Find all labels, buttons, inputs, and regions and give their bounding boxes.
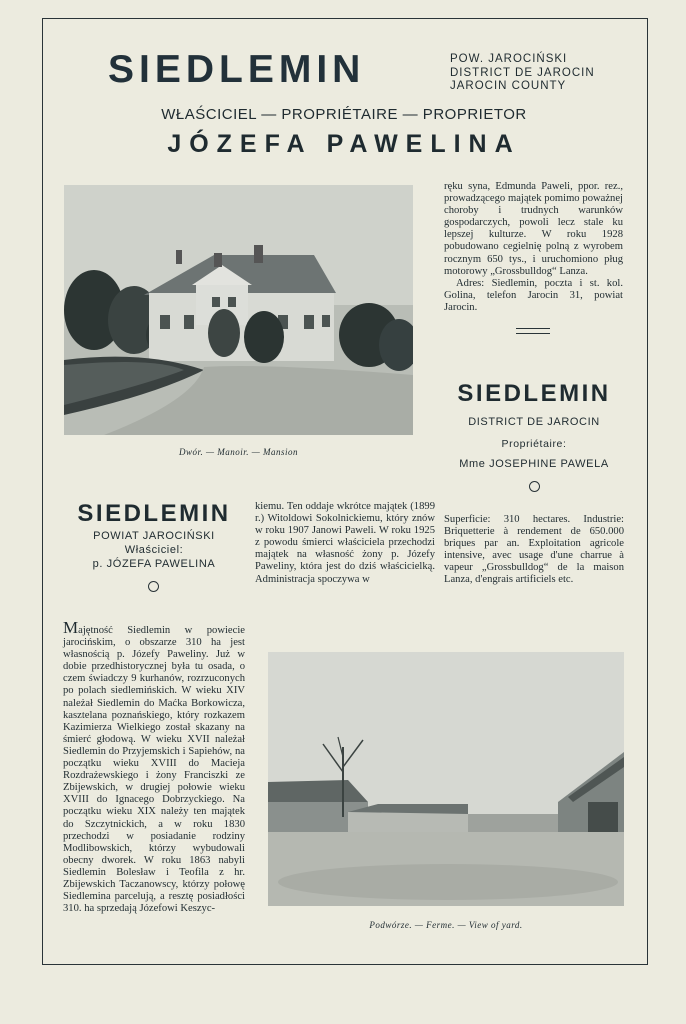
middle-column-text: kiemu. Ten oddaje wkrótce majątek (1899 r.) Witoldowi Sokolnickiemu, który znów w roku 1907 Janowi Paweli. W roku 1925 z powodu śmierci właściciela przechodzi majątek na własność żony p. Józefy Paweliny, która jest do dziś właścicielką. Administracja spoczywa w: [255, 501, 435, 585]
county-line-en: JAROCIN COUNTY: [450, 80, 567, 92]
drop-cap: M: [63, 618, 79, 637]
yard-photo: [268, 652, 624, 906]
ornament-circle: [529, 481, 540, 492]
mansion-photo: [64, 185, 413, 435]
french-title: SIEDLEMIN: [457, 380, 611, 407]
yard-caption: Podwórze. — Ferme. — View of yard.: [369, 920, 523, 930]
owner-label: WŁAŚCICIEL — PROPRIÉTAIRE — PROPRIETOR: [161, 106, 527, 123]
french-text: Superficie: 310 hectares. Industrie: Briquetterie à rendement de 650.000 briques par an. Exploitation agricole intensive, avec usage d'une charrue à vapeur „Grossbulldog“ de la maison Lanza, d'engrais artificiels etc.: [444, 514, 624, 586]
polish-title: SIEDLEMIN: [77, 500, 231, 527]
right-column-text: [444, 181, 623, 314]
page-title: SIEDLEMIN: [108, 48, 366, 91]
county-block: [450, 53, 595, 94]
french-owner-label: Propriétaire:: [501, 438, 567, 450]
french-district: DISTRICT DE JAROCIN: [468, 416, 600, 428]
right-column-paragraph: ręku syna, Edmunda Paweli, ppor. rez., prowadzącego majątek pomimo poważnej choroby i trudnych warunków gospodarczych, powoli lecz stale ku lepszej kulturze. W roku 1928 pobudowano cegielnię polną z wyrobem rocznym 650 tys., i uruchomiono pług motorowy „Grossbulldog“ Lanza.: [444, 181, 623, 277]
polish-district: POWIAT JAROCIŃSKI: [93, 530, 215, 542]
address-paragraph: Adres: Siedlemin, poczta i st. kol. Golina, telefon Jarocin 31, powiat Jarocin.: [444, 277, 623, 313]
county-line-fr: DISTRICT DE JAROCIN: [450, 66, 595, 79]
section-divider: [516, 328, 550, 334]
county-line-pl: POW. JAROCIŃSKI: [450, 53, 568, 65]
history-text: [63, 618, 245, 915]
history-paragraph: ajętność Siedlemin w powiecie jarocińskim, o obszarze 310 ha jest własnością p. Józefy Paweliny. Już w dobie przedhistorycznej była tu osada, o czem świadczy 9 kurhanów, rozrzuconych po polach siedlemińskich. W wieku XIV należał Siedlemin do Maćka Borkowicza, kasztelana poznańskiego, który rozkazem Kazimierza Wielkiego został skazany na śmierć głodową. W wieku XVII należał Siedlemin do Przyjemskich i Sapiehów, na początku wieku XVIII do Macieja Rozdrażewskiego i żony Franciszki ze Zbijewskich, w drugiej połowie wieku XVIII do Ignacego Dobrzyckiego. Na początku wieku XIX należy ten majątek do Szczytnickich, a w roku 1830 przechodzi w posiadanie rodziny Modlibowskich, którzy wybudowali obecny dworek. W roku 1863 nabyli Siedlemin Bolesław i Teofila z hr. Zbijewskich Taczanowscy, którzy połowę Siedlemina parcelują, a resztę posiadłości 310. ha sprzedają Józefowi Keszyc-: [63, 625, 245, 915]
polish-owner-name: p. JÓZEFA PAWELINA: [92, 558, 216, 570]
french-owner-name: Mme JOSEPHINE PAWELA: [459, 458, 609, 470]
mansion-caption: Dwór. — Manoir. — Mansion: [178, 447, 298, 457]
polish-owner-label: Właściciel:: [124, 544, 184, 556]
ornament-circle: [148, 581, 159, 592]
owner-name: JÓZEFA PAWELINA: [167, 130, 521, 158]
